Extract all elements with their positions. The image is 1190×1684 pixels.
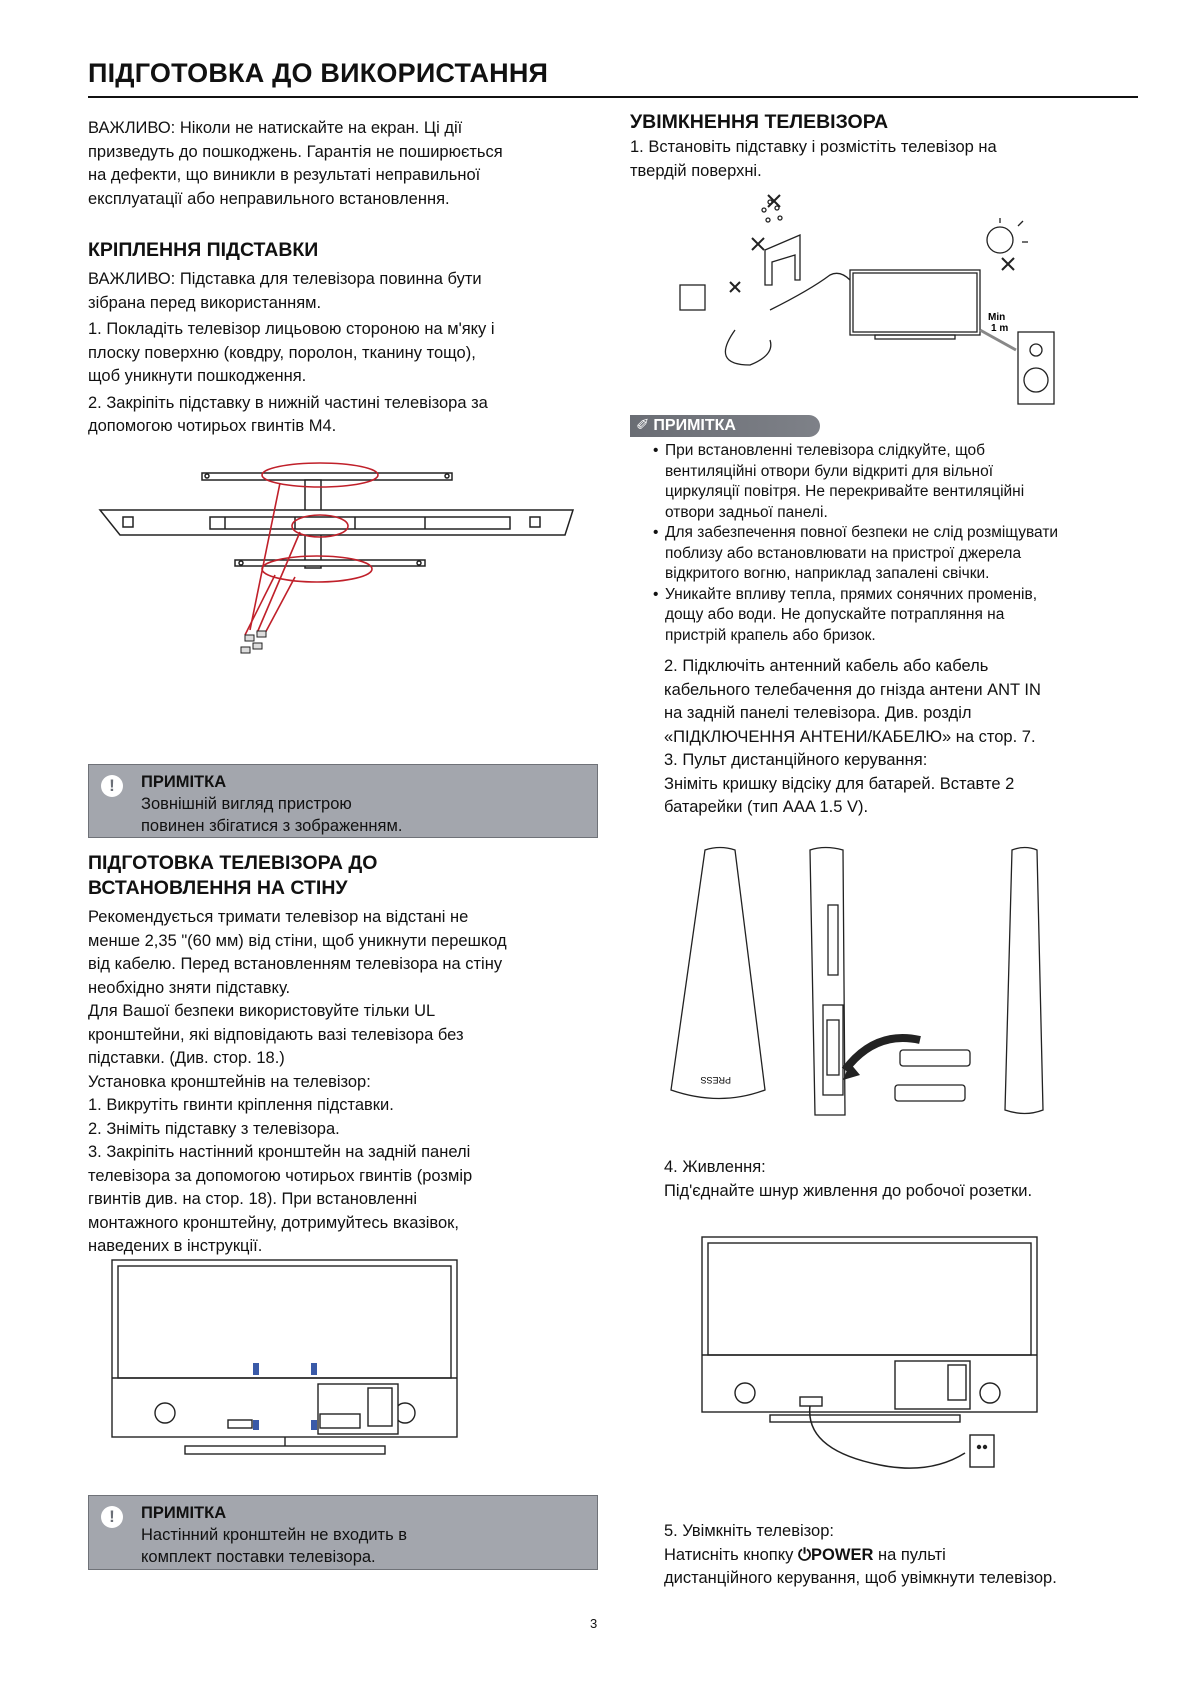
stand-heading: КРІПЛЕННЯ ПІДСТАВКИ — [88, 239, 319, 261]
tv-rear-wall-mount-diagram — [110, 1258, 460, 1470]
stand-assembly-diagram — [95, 455, 585, 695]
step-line: на задній панелі телевізора. Див. розділ — [664, 704, 972, 722]
wall-heading-line: ПІДГОТОВКА ТЕЛЕВІЗОРА ДО — [88, 852, 378, 874]
wall-text — [88, 906, 598, 1259]
wall-line: монтажного кронштейну, дотримуйтесь вказівок, — [88, 1213, 459, 1232]
min-label: Min — [988, 312, 1006, 323]
wall-line: менше 2,35 "(60 мм) від стіни, щоб уникнути перешкод — [88, 931, 507, 950]
note-label: ПРИМІТКА — [141, 773, 227, 791]
stand-line: плоску поверхню (ковдру, поролон, тканину тощо), — [88, 343, 476, 362]
wall-heading — [88, 851, 598, 901]
intro-line: на дефекти, що виникли в результаті неправильної — [88, 166, 481, 184]
wall-line: Рекомендується тримати телевізор на відстані не — [88, 908, 469, 926]
stand-line: 2. Закріпіть підставку в нижній частині телевізора за — [88, 393, 488, 412]
wall-line: необхідно зняти підставку. — [88, 978, 291, 997]
power-on-heading: УВІМКНЕННЯ ТЕЛЕВІЗОРА — [630, 111, 889, 133]
note-line: комплект поставки телевізора. — [141, 1548, 376, 1566]
step-line: 2. Підключіть антенний кабель або кабель — [664, 657, 989, 675]
stand-line: щоб уникнути пошкодження. — [88, 367, 307, 385]
step-line: Зніміть кришку відсіку для батарей. Вставте 2 — [664, 774, 1015, 793]
intro-text — [88, 117, 598, 211]
wall-heading-line: ВСТАНОВЛЕННЯ НА СТІНУ — [88, 877, 348, 899]
wall-line: Установка кронштейнів на телевізор: — [88, 1072, 371, 1091]
stand-line: 1. Покладіть телевізор лицьовою стороною на м'яку і — [88, 320, 495, 338]
wall-line: підставки. (Див. стор. 18.) — [88, 1049, 285, 1067]
note-line: Зовнішній вигляд пристрою — [141, 795, 352, 813]
step-5-text — [664, 1520, 1144, 1591]
power-icon: ⏻ — [797, 1545, 812, 1564]
wall-line: 3. Закріпіть настінний кронштейн на задній панелі — [88, 1143, 471, 1161]
intro-line: призведуть до пошкоджень. Гарантія не поширюється — [88, 142, 503, 161]
power-connection-diagram — [700, 1235, 1045, 1495]
page-number: 3 — [590, 1616, 598, 1631]
note-box — [88, 1495, 598, 1570]
paperclip-icon: ✐ — [636, 417, 650, 434]
step-line: батарейки (тип AAA 1.5 V). — [664, 798, 869, 816]
tv-placement-diagram — [680, 190, 1060, 408]
wall-line: від кабелю. Перед встановленням телевізора на стіну — [88, 955, 503, 973]
stand-line: допомогою чотирьох гвинтів М4. — [88, 417, 337, 435]
power-on-text — [630, 136, 1140, 183]
note-line: повинен збігатися з зображенням. — [141, 817, 403, 835]
page-title: ПІДГОТОВКА ДО ВИКОРИСТАННЯ — [88, 58, 549, 88]
remote-battery-diagram — [665, 845, 1065, 1115]
wall-line: 1. Викрутіть гвинти кріплення підставки. — [88, 1096, 394, 1114]
intro-line: ВАЖЛИВО: Ніколи не натискайте на екран. Ці дії — [88, 119, 463, 137]
intro-line: експлуатації або неправильного встановлення. — [88, 189, 450, 208]
min-value: 1 m — [991, 323, 1009, 334]
note-item: • Уникайте впливу тепла, прямих сонячних променів, дощу або води. Не допускайте потрапляння на пристрій крапель або бризок. — [645, 585, 1140, 647]
stand-line: зібрана перед використанням. — [88, 293, 322, 312]
wall-line: Для Вашої безпеки використовуйте тільки UL — [88, 1002, 436, 1020]
step-line: Під'єднайте шнур живлення до робочої розетки. — [664, 1181, 1033, 1200]
step-line: «ПІДКЛЮЧЕННЯ АНТЕНИ/КАБЕЛЮ» на стор. 7. — [664, 727, 1036, 746]
step-line: 3. Пульт дистанційного керування: — [664, 751, 928, 769]
exclamation-icon: ! — [101, 775, 123, 797]
step-line: дистанційного керування, щоб увімкнути телевізор. — [664, 1569, 1057, 1587]
stand-line: ВАЖЛИВО: Підставка для телевізора повинна бути — [88, 270, 482, 288]
note-list — [645, 441, 1140, 646]
note-item: • При встановленні телевізора слідкуйте, щоб вентиляційні отвори були відкриті для вільної циркуляції повітря. Не перекривайте вентиляційні отвори задньої панелі. — [645, 441, 1140, 523]
step-line: 5. Увімкніть телевізор: — [664, 1522, 834, 1540]
wall-line: 2. Зніміть підставку з телевізора. — [88, 1119, 340, 1138]
step-line: Натисніть кнопку ⏻POWER на пульті — [664, 1545, 946, 1564]
step-2-text — [664, 655, 1144, 820]
note-header — [630, 415, 820, 437]
press-label: PRESS — [700, 1075, 731, 1085]
step-line: 4. Живлення: — [664, 1158, 766, 1176]
wall-line: наведених в інструкції. — [88, 1237, 263, 1255]
step-line: кабельного телебачення до гнізда антени ANT IN — [664, 680, 1041, 699]
power-on-line: 1. Встановіть підставку і розмістіть телевізор на — [630, 138, 997, 156]
note-label: ПРИМІТКА — [141, 1504, 227, 1522]
note-label: ПРИМІТКА — [653, 417, 736, 434]
power-label: POWER — [811, 1545, 874, 1564]
step-4-text — [664, 1156, 1144, 1203]
power-on-line: твердій поверхні. — [630, 161, 762, 180]
wall-line: кронштейни, які відповідають вазі телевізора без — [88, 1025, 464, 1044]
wall-line: телевізора за допомогою чотирьох гвинтів (розмір — [88, 1166, 473, 1185]
note-item: • Для забезпечення повної безпеки не слід розміщувати поблизу або встановлювати на пристрої джерела відкритого вогню, наприклад запалені свічки. — [645, 523, 1140, 585]
note-line: Настінний кронштейн не входить в — [141, 1526, 408, 1544]
stand-text — [88, 268, 598, 439]
title-rule — [88, 96, 1138, 98]
note-box — [88, 764, 598, 838]
wall-line: гвинтів див. на стор. 18). При встановленні — [88, 1190, 418, 1208]
exclamation-icon: ! — [101, 1506, 123, 1528]
